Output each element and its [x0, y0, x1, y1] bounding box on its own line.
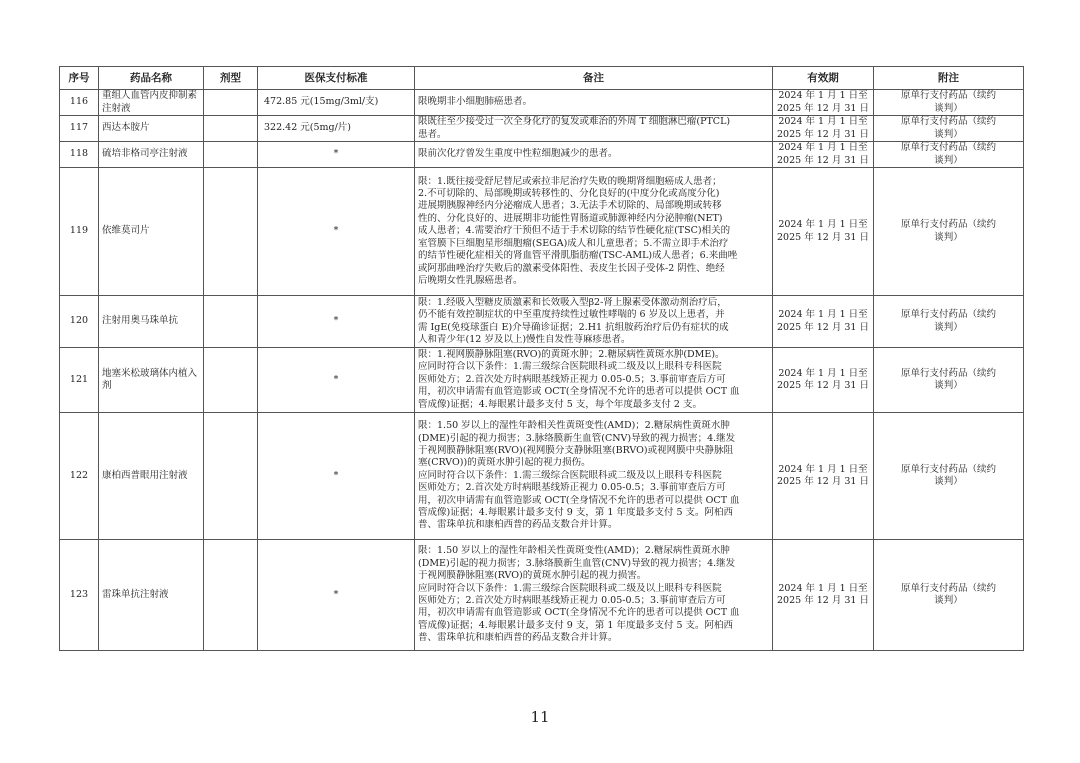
- drug-name: 西达本胺片: [99, 116, 204, 142]
- remarks-line: (DME)引起的视力损害；3.脉络膜新生血管(CNV)导致的视力损害；4.继发: [418, 432, 736, 444]
- remarks-line: 普、雷珠单抗和康柏西普的药品支数合并计算。: [418, 632, 618, 644]
- validity-end: 2025 年 12 月 31 日: [777, 380, 869, 391]
- attachment-note-line: 谈判）: [934, 321, 963, 333]
- remarks-line: 室管膜下巨细胞星形细胞瘤(SEGA)成人和儿童患者；5.不需立即手术治疗: [418, 237, 729, 249]
- remarks-line: 限：1.50 岁以上的湿性年龄相关性黄斑变性(AMD)；2.糖尿病性黄斑水肿: [418, 545, 730, 557]
- attachment-note-cell: [874, 168, 1024, 296]
- remarks-line: 用，初次申请需有血管造影或 OCT(全身情况不允许的患者可以提供 OCT 血: [418, 386, 740, 398]
- validity-end: 2025 年 12 月 31 日: [777, 595, 869, 606]
- remarks-line: 医师处方；2.首次处方时病眼基线矫正视力 0.05-0.5；3.事前审查后方可: [418, 373, 726, 385]
- validity-cell: [773, 142, 874, 168]
- remarks-line: 用，初次申请需有血管造影或 OCT(全身情况不允许的患者可以提供 OCT 血: [418, 607, 740, 619]
- validity-start: 2024 年 1 月 1 日至: [778, 116, 868, 128]
- remarks-line: 限既往至少接受过一次全身化疗的复发或难治的外周 T 细胞淋巴瘤(PTCL): [418, 116, 731, 128]
- table-row: [60, 413, 1024, 540]
- remarks-line: 管成像)证据；4.每眼累计最多支付 5 支，每个年度最多支付 2 支。: [418, 398, 702, 410]
- remarks-line: 患者。: [418, 128, 447, 140]
- page-number: 11: [530, 708, 550, 726]
- dosage-form: [204, 540, 258, 651]
- remarks-line: 管成像)证据；4.每眼累计最多支付 9 支，第 1 年度最多支付 5 支。阿柏西: [418, 507, 734, 519]
- row-number: 122: [60, 413, 99, 540]
- remarks-line: 后晚期女性乳腺癌患者。: [418, 274, 523, 286]
- remarks-line: 用，初次申请需有血管造影或 OCT(全身情况不允许的患者可以提供 OCT 血: [418, 494, 740, 506]
- row-number: 121: [60, 348, 99, 413]
- drug-name: 重组人血管内皮抑制素注射液: [99, 90, 204, 116]
- header-drug-name: 药品名称: [99, 67, 204, 90]
- remarks-cell: [415, 296, 773, 348]
- remarks-line: 应同时符合以下条件：1.需三级综合医院眼科或二级及以上眼科专科医院: [418, 361, 722, 373]
- remarks-line: 管成像)证据；4.每眼累计最多支付 9 支，第 1 年度最多支付 5 支。阿柏西: [418, 619, 734, 631]
- validity-cell: [773, 168, 874, 296]
- remarks-cell: [415, 413, 773, 540]
- validity-start: 2024 年 1 月 1 日至: [778, 90, 868, 102]
- validity-cell: [773, 348, 874, 413]
- validity-start: 2024 年 1 月 1 日至: [778, 142, 868, 154]
- table-row: [60, 296, 1024, 348]
- attachment-note-line: 原单行支付药品（续约: [900, 463, 996, 475]
- validity-cell: [773, 296, 874, 348]
- attachment-note-line: 原单行支付药品（续约: [900, 582, 996, 594]
- attachment-note-cell: [874, 142, 1024, 168]
- header-dosage-form: 剂型: [204, 67, 258, 90]
- validity-start: 2024 年 1 月 1 日至: [778, 367, 868, 379]
- remarks-line: 2.不可切除的、局部晚期或转移性的、分化良好的(中度分化或高度分化): [418, 188, 720, 200]
- attachment-note-cell: [874, 90, 1024, 116]
- remarks-cell: [415, 168, 773, 296]
- remarks-line: 应同时符合以下条件：1.需三级综合医院眼科或二级及以上眼科专科医院: [418, 469, 722, 481]
- validity-start: 2024 年 1 月 1 日至: [778, 219, 868, 231]
- table-row: [60, 348, 1024, 413]
- header-payment-standard: 医保支付标准: [258, 67, 415, 90]
- row-number: 119: [60, 168, 99, 296]
- validity-start: 2024 年 1 月 1 日至: [778, 463, 868, 475]
- remarks-line: 于视网膜静脉阻塞(RVO)(视网膜分支静脉阻塞(BRVO)或视网膜中央静脉阻: [418, 444, 734, 456]
- validity-cell: [773, 540, 874, 651]
- validity-end: 2025 年 12 月 31 日: [777, 128, 869, 140]
- payment-standard: *: [258, 413, 415, 540]
- attachment-note-cell: [874, 116, 1024, 142]
- table-header-row: [60, 67, 1024, 90]
- remarks-cell: [415, 90, 773, 116]
- validity-start: 2024 年 1 月 1 日至: [778, 582, 868, 594]
- validity-cell: [773, 90, 874, 116]
- remarks-line: 成人患者；4.需要治疗干预但不适于手术切除的结节性硬化症(TSC)相关的: [418, 225, 731, 237]
- drug-name: 硫培非格司亭注射液: [99, 142, 204, 168]
- validity-end: 2025 年 12 月 31 日: [777, 321, 869, 333]
- payment-standard: 322.42 元(5mg/片): [258, 116, 415, 142]
- remarks-line: 医师处方；2.首次处方时病眼基线矫正视力 0.05-0.5；3.事前审查后方可: [418, 595, 726, 606]
- payment-standard: *: [258, 296, 415, 348]
- table-row: [60, 116, 1024, 142]
- attachment-note-line: 原单行支付药品（续约: [900, 219, 996, 231]
- remarks-cell: [415, 540, 773, 651]
- drug-name: 依维莫司片: [99, 168, 204, 296]
- row-number: 117: [60, 116, 99, 142]
- header-validity: 有效期: [773, 67, 874, 90]
- validity-end: 2025 年 12 月 31 日: [777, 231, 869, 243]
- header-no: 序号: [60, 67, 99, 90]
- remarks-line: 限：1.视网膜静脉阻塞(RVO)的黄斑水肿；2.糖尿病性黄斑水肿(DME)。: [418, 348, 725, 360]
- remarks-line: 限前次化疗曾发生重度中性粒细胞减少的患者。: [418, 148, 618, 160]
- dosage-form: [204, 116, 258, 142]
- remarks-line: 或阿那曲唑治疗失败后的激素受体阳性、表皮生长因子受体-2 阴性、绝经: [418, 262, 725, 274]
- remarks-line: 性的、分化良好的、进展期非功能性胃肠道或肺源神经内分泌肿瘤(NET): [418, 212, 723, 224]
- table-row: [60, 540, 1024, 651]
- drug-name: 康柏西普眼用注射液: [99, 413, 204, 540]
- payment-standard: *: [258, 142, 415, 168]
- remarks-line: 限：1.经吸入型糖皮质激素和长效吸入型β2-肾上腺素受体激动剂治疗后，: [418, 296, 727, 308]
- drug-table: [59, 66, 1024, 651]
- remarks-line: 的结节性硬化症相关的肾血管平滑肌脂肪瘤(TSC-AML)成人患者；6.来曲唑: [418, 250, 738, 262]
- attachment-note-line: 谈判）: [934, 154, 963, 166]
- attachment-note-line: 原单行支付药品（续约: [900, 116, 996, 128]
- remarks-line: 于视网膜静脉阻塞(RVO)的黄斑水肿引起的视力损害。: [418, 570, 647, 582]
- remarks-line: 限：1.既往接受舒尼替尼或索拉非尼治疗失败的晚期肾细胞癌成人患者；: [418, 175, 722, 187]
- attachment-note-cell: [874, 540, 1024, 651]
- drug-name: 注射用奥马珠单抗: [99, 296, 204, 348]
- validity-end: 2025 年 12 月 31 日: [777, 154, 869, 166]
- attachment-note-cell: [874, 413, 1024, 540]
- row-number: 120: [60, 296, 99, 348]
- validity-end: 2025 年 12 月 31 日: [777, 102, 869, 114]
- remarks-line: 应同时符合以下条件：1.需三级综合医院眼科或二级及以上眼科专科医院: [418, 582, 722, 594]
- remarks-line: 进展期胰腺神经内分泌瘤成人患者；3.无法手术切除的、局部晚期或转移: [418, 200, 722, 212]
- remarks-cell: [415, 142, 773, 168]
- remarks-line: 限晚期非小细胞肺癌患者。: [418, 96, 533, 108]
- drug-name: 地塞米松玻璃体内植入剂: [99, 348, 204, 413]
- row-number: 118: [60, 142, 99, 168]
- table-body: [60, 90, 1024, 651]
- payment-standard: *: [258, 540, 415, 651]
- remarks-line: 医师处方；2.首次处方时病眼基线矫正视力 0.05-0.5；3.事前审查后方可: [418, 482, 726, 494]
- attachment-note-cell: [874, 296, 1024, 348]
- validity-cell: [773, 413, 874, 540]
- row-number: 116: [60, 90, 99, 116]
- attachment-note-line: 谈判）: [934, 231, 963, 243]
- payment-standard: 472.85 元(15mg/3ml/支): [258, 90, 415, 116]
- validity-cell: [773, 116, 874, 142]
- dosage-form: [204, 142, 258, 168]
- remarks-line: 仍不能有效控制症状的中至重度持续性过敏性哮喘的 6 岁及以上患者，并: [418, 309, 725, 321]
- dosage-form: [204, 348, 258, 413]
- remarks-line: 限：1.50 岁以上的湿性年龄相关性黄斑变性(AMD)；2.糖尿病性黄斑水肿: [418, 420, 730, 432]
- attachment-note-line: 原单行支付药品（续约: [900, 142, 996, 154]
- attachment-note-line: 原单行支付药品（续约: [900, 90, 996, 102]
- remarks-line: 塞(CRVO))的黄斑水肿引起的视力损伤。: [418, 457, 591, 469]
- attachment-note-line: 谈判）: [934, 128, 963, 140]
- payment-standard: *: [258, 168, 415, 296]
- attachment-note-line: 谈判）: [934, 595, 963, 606]
- attachment-note-line: 谈判）: [934, 476, 963, 487]
- remarks-line: 需 IgE(免疫球蛋白 E)介导确诊证据；2.H1 抗组胺药治疗后仍有症状的成: [418, 321, 729, 333]
- remarks-line: 人和青少年(12 岁及以上)慢性自发性荨麻疹患者。: [418, 333, 631, 345]
- table-row: [60, 90, 1024, 116]
- remarks-cell: [415, 348, 773, 413]
- remarks-line: (DME)引起的视力损害；3.脉络膜新生血管(CNV)导致的视力损害；4.继发: [418, 557, 736, 569]
- attachment-note-line: 原单行支付药品（续约: [900, 309, 996, 321]
- attachment-note-line: 原单行支付药品（续约: [900, 367, 996, 379]
- row-number: 123: [60, 540, 99, 651]
- drug-name: 雷珠单抗注射液: [99, 540, 204, 651]
- table-row: [60, 168, 1024, 296]
- table-row: [60, 142, 1024, 168]
- attachment-note-line: 谈判）: [934, 380, 963, 391]
- dosage-form: [204, 168, 258, 296]
- dosage-form: [204, 90, 258, 116]
- validity-start: 2024 年 1 月 1 日至: [778, 309, 868, 321]
- remarks-cell: [415, 116, 773, 142]
- remarks-line: 普、雷珠单抗和康柏西普的药品支数合并计算。: [418, 519, 618, 531]
- header-remarks: 备注: [415, 67, 773, 90]
- payment-standard: *: [258, 348, 415, 413]
- attachment-note-cell: [874, 348, 1024, 413]
- attachment-note-line: 谈判）: [934, 102, 963, 114]
- dosage-form: [204, 413, 258, 540]
- validity-end: 2025 年 12 月 31 日: [777, 476, 869, 487]
- header-attachment-note: 附注: [874, 67, 1024, 90]
- dosage-form: [204, 296, 258, 348]
